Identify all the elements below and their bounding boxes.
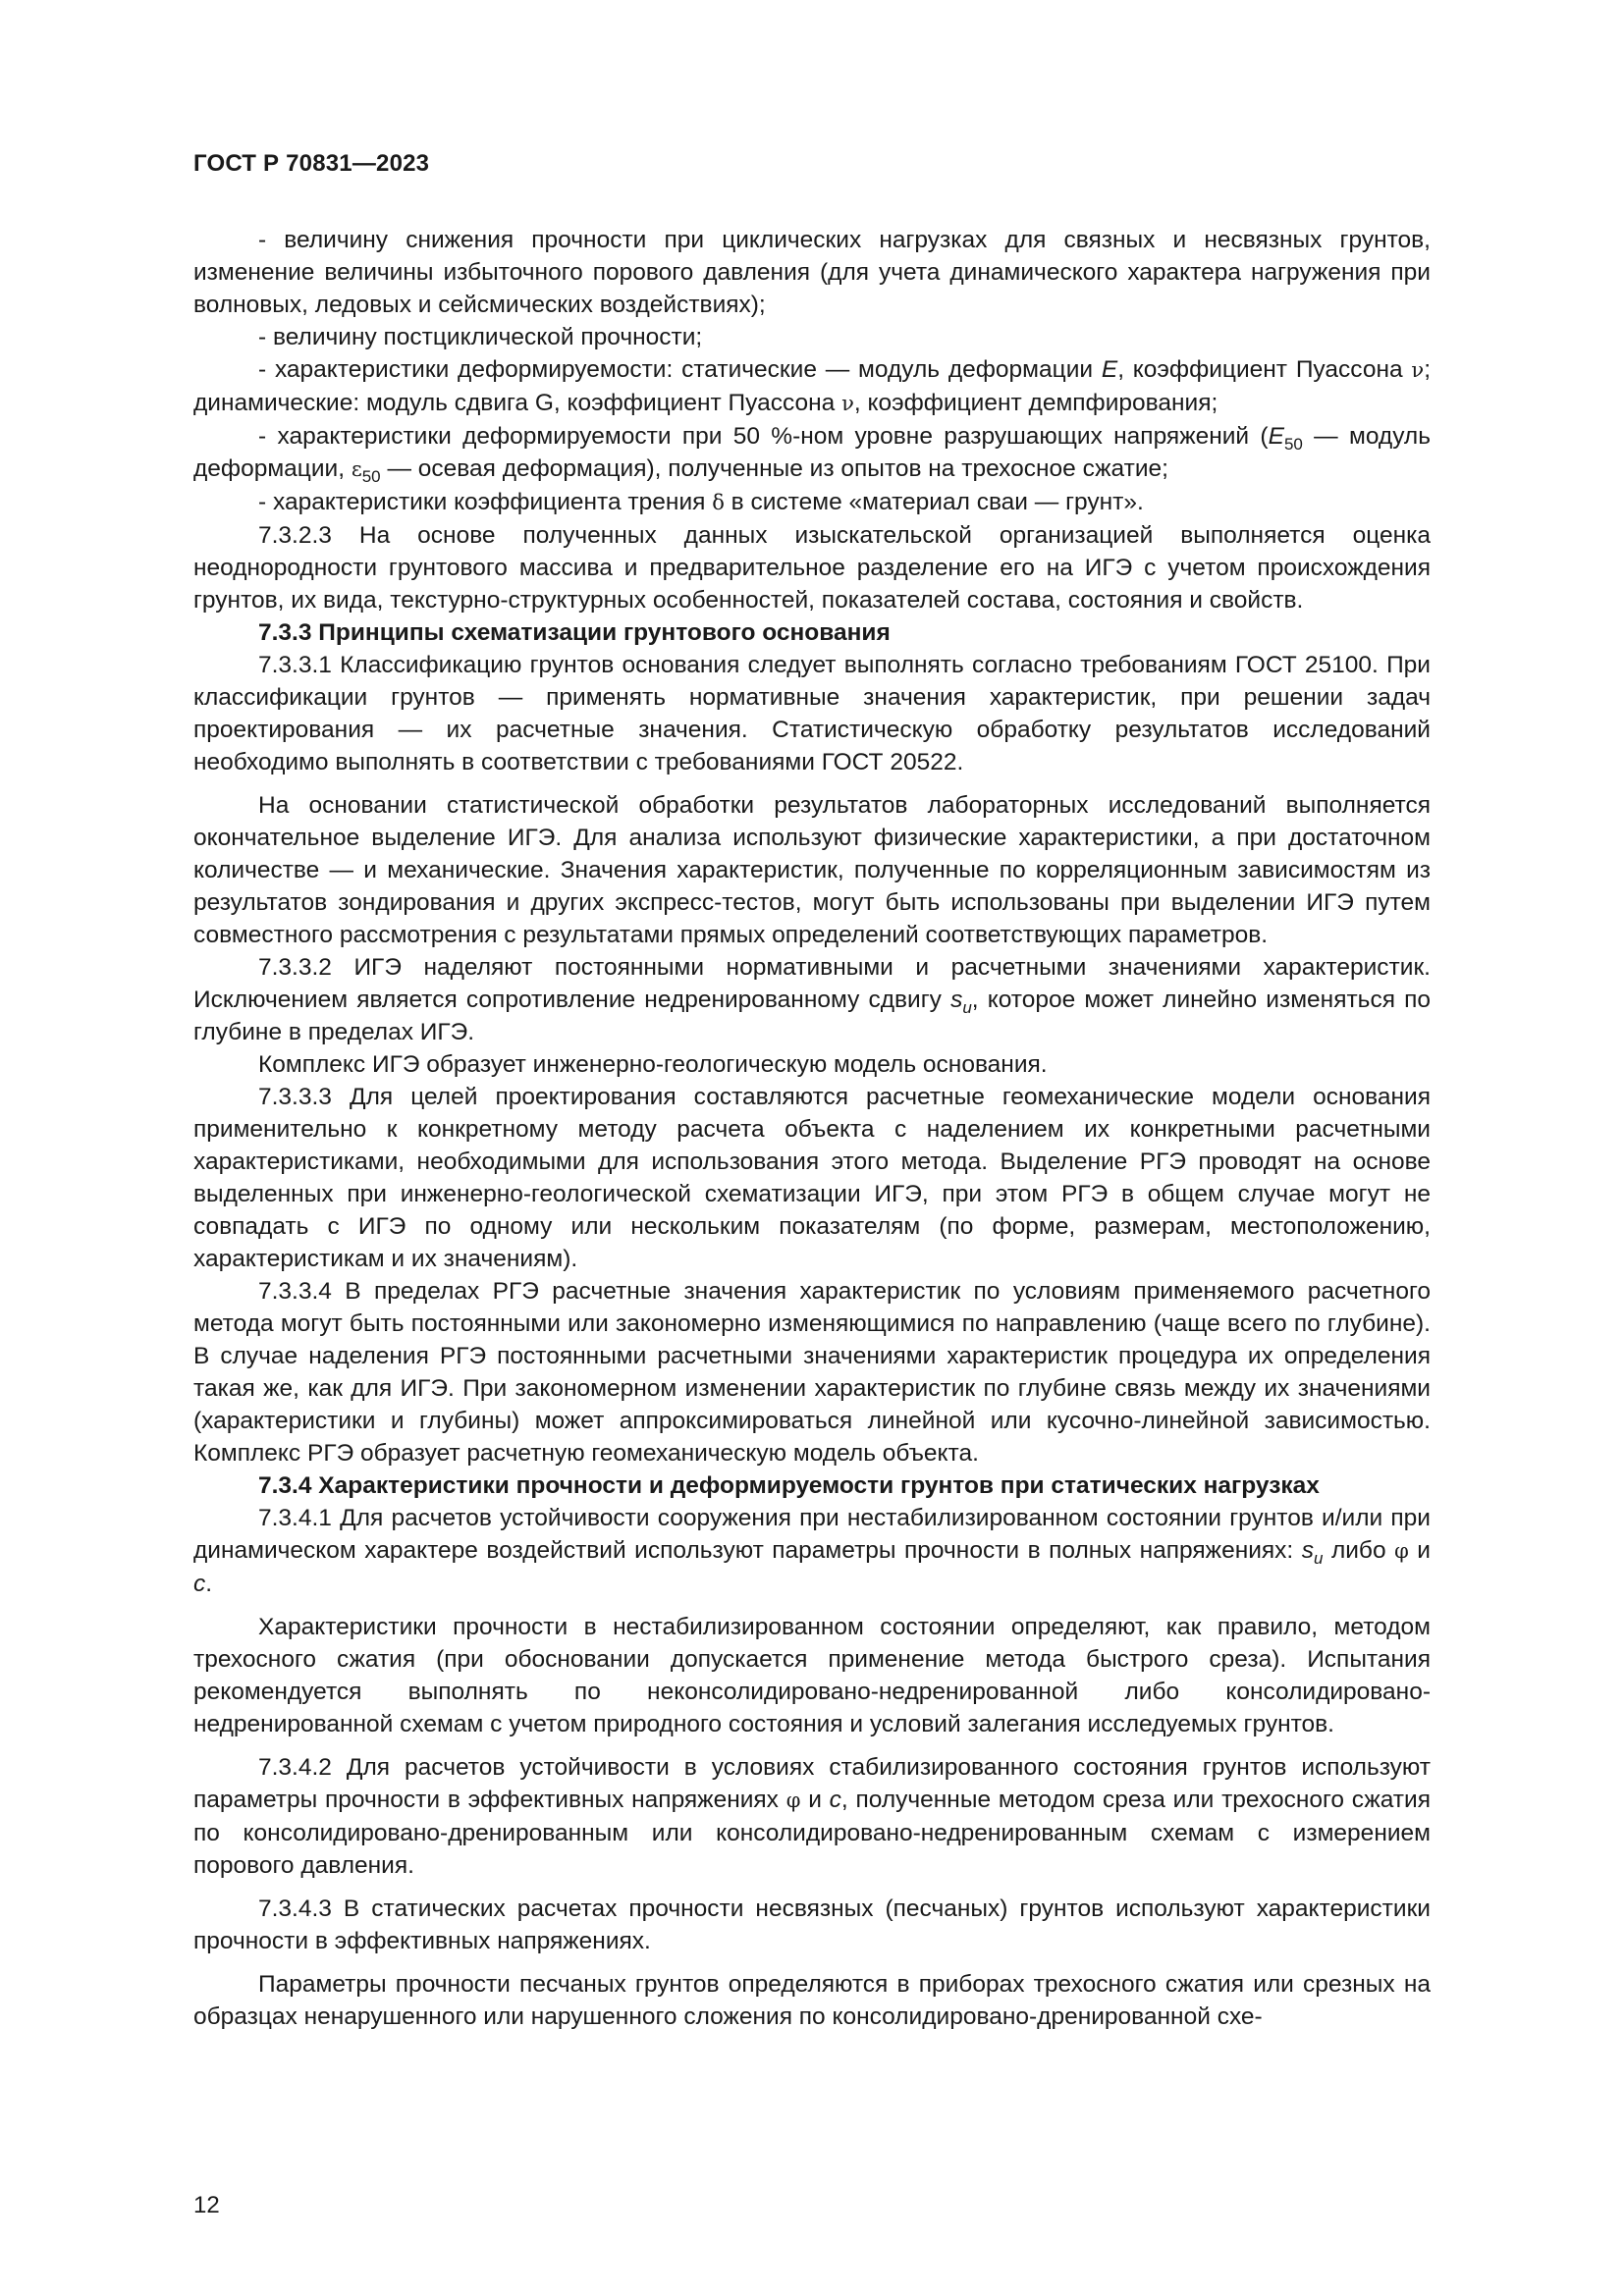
paragraph: Характеристики прочности в нестабилизированном состоянии определяют, как правило, методом трехосного сжатия (при обосновании допускается применение метода быстрого среза). Испытания рекомендуется выполнять по неконсолидировано-недренированной либо консолидировано-недренированной схемам с учетом природного состояния и условий залегания исследуемых грунтов.: [193, 1614, 1431, 1737]
paragraph: На основании статистической обработки результатов лабораторных исследований выполняется окончательное выделение ИГЭ. Для анализа используют физические характеристики, а при достаточном количестве — и механические. Значения характеристик, полученные по корреляционным зависимостям из результатов зондирования и других экспресс-тестов, могут быть использованы при выделении ИГЭ путем совместного рассмотрения с результатами прямых определений соответствующих параметров.: [193, 792, 1431, 948]
paragraph: - величину снижения прочности при циклических нагрузках для связных и несвязных грунтов, изменение величины избыточного порового давления (для учета динамического характера нагружения при волновых, ледовых и сейсмических воздействиях);: [193, 227, 1431, 318]
paragraph: 7.3.4.1 Для расчетов устойчивости сооружения при нестабилизированном состоянии грунтов и/или при динамическом характере воздействий используют параметры прочности в полных напряжениях: $s_u$ либо φ и c.: [193, 1505, 1431, 1597]
paragraph: Параметры прочности песчаных грунтов определяются в приборах трехосного сжатия или срезных на образцах ненарушенного или нарушенного сложения по консолидировано-дренированной схе-: [193, 1971, 1431, 2030]
paragraph: 7.3.2.3 На основе полученных данных изыскательской организацией выполняется оценка неоднородности грунтового массива и предварительное разделение его на ИГЭ с учетом происхождения грунтов, их вида, текстурно-структурных особенностей, показателей состава, состояния и свойств.: [193, 522, 1431, 614]
section-heading: 7.3.3 Принципы схематизации грунтового основания: [258, 619, 891, 646]
paragraph: 7.3.3.2 ИГЭ наделяют постоянными нормативными и расчетными значениями характеристик. Исключением является сопротивление недренированному сдвигу $s_u$, которое может линейно изменяться по глубине в пределах ИГЭ.: [193, 954, 1431, 1045]
paragraph: 7.3.3.3 Для целей проектирования составляются расчетные геомеханические модели основания применительно к конкретному методу расчета объекта с наделением их конкретными расчетными характеристиками, необходимыми для использования этого метода. Выделение РГЭ проводят на основе выделенных при инженерно-геологической схематизации ИГЭ, при этом РГЭ в общем случае могут не совпадать с ИГЭ по одному или нескольким показателям (по форме, размерам, местоположению, характеристикам и их значениям).: [193, 1084, 1431, 1272]
page-number: 12: [193, 2192, 220, 2218]
paragraph: Комплекс ИГЭ образует инженерно-геологическую модель основания.: [258, 1051, 1048, 1078]
document-body: [193, 224, 1431, 2033]
paragraph: - характеристики коэффициента трения δ в системе «материал сваи — грунт».: [258, 489, 1144, 515]
section-heading: 7.3.4 Характеристики прочности и деформируемости грунтов при статических нагрузках: [258, 1472, 1320, 1499]
paragraph: 7.3.3.4 В пределах РГЭ расчетные значения характеристик по условиям применяемого расчетного метода могут быть постоянными или закономерно изменяющимися по направлению (чаще всего по глубине). В случае наделения РГЭ постоянными расчетными значениями характеристик процедура их определения такая же, как для ИГЭ. При закономерном изменении характеристик по глубине связь между их значениями (характеристики и глубины) может аппроксимироваться линейной или кусочно-линейной зависимостью. Комплекс РГЭ образует расчетную геомеханическую модель объекта.: [193, 1278, 1431, 1467]
paragraph: - характеристики деформируемости: статические — модуль деформации E, коэффициент Пуассона ν; динамические: модуль сдвига G, коэффициент Пуассона ν, коэффициент демпфирования;: [193, 356, 1431, 416]
paragraph: - характеристики деформируемости при 50 %-ном уровне разрушающих напряжений ($E_{50}$ — модуль деформации, $\varepsilon_{50}$ — осевая деформация), полученные из опытов на трехосное сжатие;: [193, 423, 1431, 486]
document-header: ГОСТ Р 70831—2023: [193, 150, 430, 177]
paragraph: 7.3.3.1 Классификацию грунтов основания следует выполнять согласно требованиям ГОСТ 25100. При классификации грунтов — применять нормативные значения характеристик, при решении задач проектирования — их расчетные значения. Статистическую обработку результатов исследований необходимо выполнять в соответствии с требованиями ГОСТ 20522.: [193, 652, 1431, 775]
paragraph: - величину постциклической прочности;: [258, 324, 703, 350]
paragraph: 7.3.4.3 В статических расчетах прочности несвязных (песчаных) грунтов используют характеристики прочности в эффективных напряжениях.: [193, 1896, 1431, 1954]
paragraph: 7.3.4.2 Для расчетов устойчивости в условиях стабилизированного состояния грунтов используют параметры прочности в эффективных напряжениях φ и c, полученные методом среза или трехосного сжатия по консолидировано-дренированным или консолидировано-недренированным схемам с измерением порового давления.: [193, 1754, 1431, 1879]
